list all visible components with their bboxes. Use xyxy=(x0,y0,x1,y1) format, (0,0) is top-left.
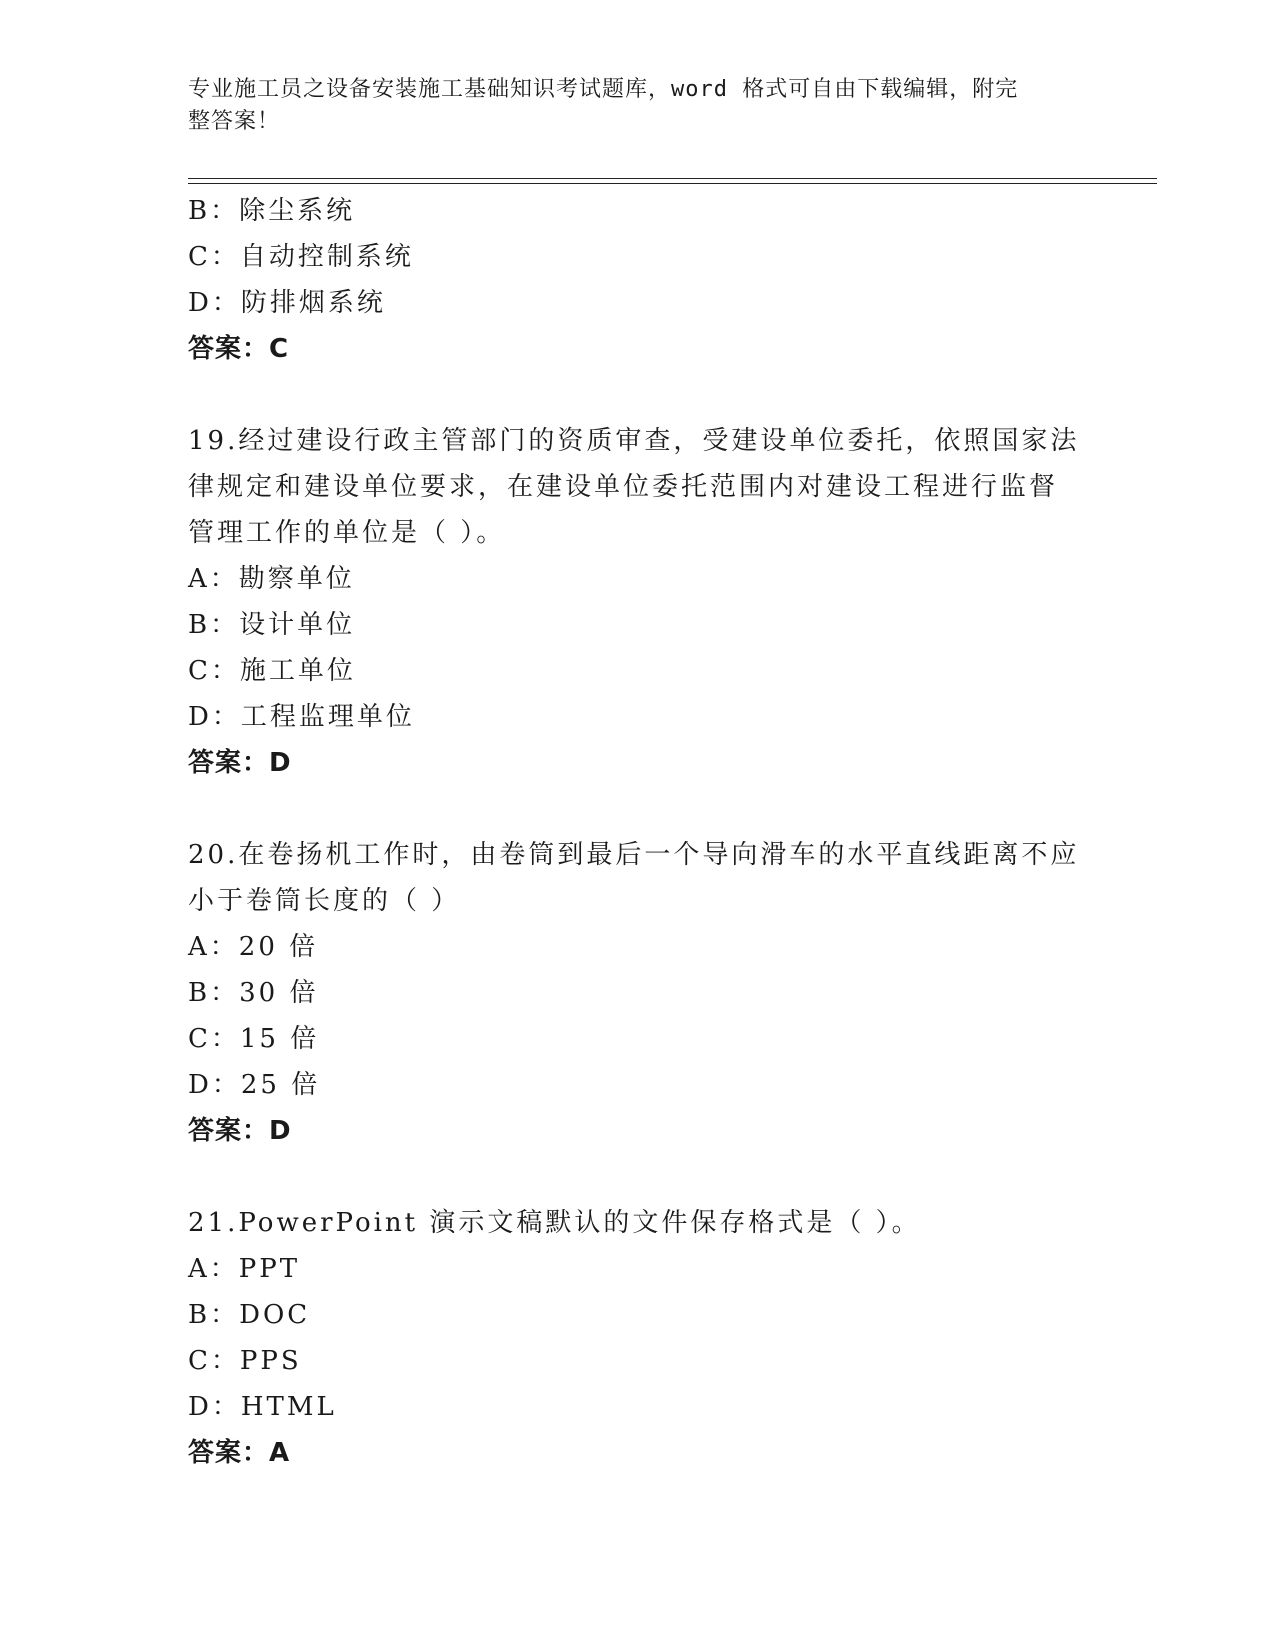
answer-option: C：自动控制系统 xyxy=(188,242,414,272)
block-spacer xyxy=(188,786,1088,832)
correct-answer: 答案：D xyxy=(188,1116,292,1146)
answer-option: D：25 倍 xyxy=(188,1070,321,1100)
answer-option: C：15 倍 xyxy=(188,1024,320,1054)
question-block xyxy=(188,1200,1088,1476)
answer-option: A：勘察单位 xyxy=(188,564,355,594)
question-text-line: 19.经过建设行政主管部门的资质审查，受建设单位委托，依照国家法 xyxy=(188,426,1080,456)
block-spacer xyxy=(188,372,1088,418)
question-text-line: 管理工作的单位是（ ）。 xyxy=(188,518,506,548)
correct-answer: 答案：D xyxy=(188,748,292,778)
question-block xyxy=(188,418,1088,786)
question-text-line: 21.PowerPoint 演示文稿默认的文件保存格式是（ ）。 xyxy=(188,1208,921,1238)
answer-option: B：设计单位 xyxy=(188,610,356,640)
correct-answer: 答案：C xyxy=(188,334,290,364)
question-block xyxy=(188,832,1088,1154)
answer-option: D：防排烟系统 xyxy=(188,288,386,318)
answer-option: D：工程监理单位 xyxy=(188,702,415,732)
answer-option: B：DOC xyxy=(188,1300,311,1330)
header-line-2: 整答案！ xyxy=(188,109,281,134)
answer-option: D：HTML xyxy=(188,1392,337,1422)
block-spacer xyxy=(188,1154,1088,1200)
question-list xyxy=(188,188,1088,1476)
header-divider-top xyxy=(188,178,1157,179)
answer-option: C：PPS xyxy=(188,1346,302,1376)
answer-option: C：施工单位 xyxy=(188,656,356,686)
question-text-line: 20.在卷扬机工作时，由卷筒到最后一个导向滑车的水平直线距离不应 xyxy=(188,840,1080,870)
question-text-line: 小于卷筒长度的（ ） xyxy=(188,886,461,916)
question-text-line: 律规定和建设单位要求，在建设单位委托范围内对建设工程进行监督 xyxy=(188,472,1059,502)
header-line-1: 专业施工员之设备安装施工基础知识考试题库，word 格式可自由下载编辑，附完 xyxy=(188,77,1019,102)
question-block xyxy=(188,188,1088,372)
answer-option: B：30 倍 xyxy=(188,978,319,1008)
answer-option: B：除尘系统 xyxy=(188,196,356,226)
document-header xyxy=(188,74,1068,138)
correct-answer: 答案：A xyxy=(188,1438,291,1468)
header-divider-bottom xyxy=(188,183,1157,184)
answer-option: A：PPT xyxy=(188,1254,301,1284)
answer-option: A：20 倍 xyxy=(188,932,319,962)
